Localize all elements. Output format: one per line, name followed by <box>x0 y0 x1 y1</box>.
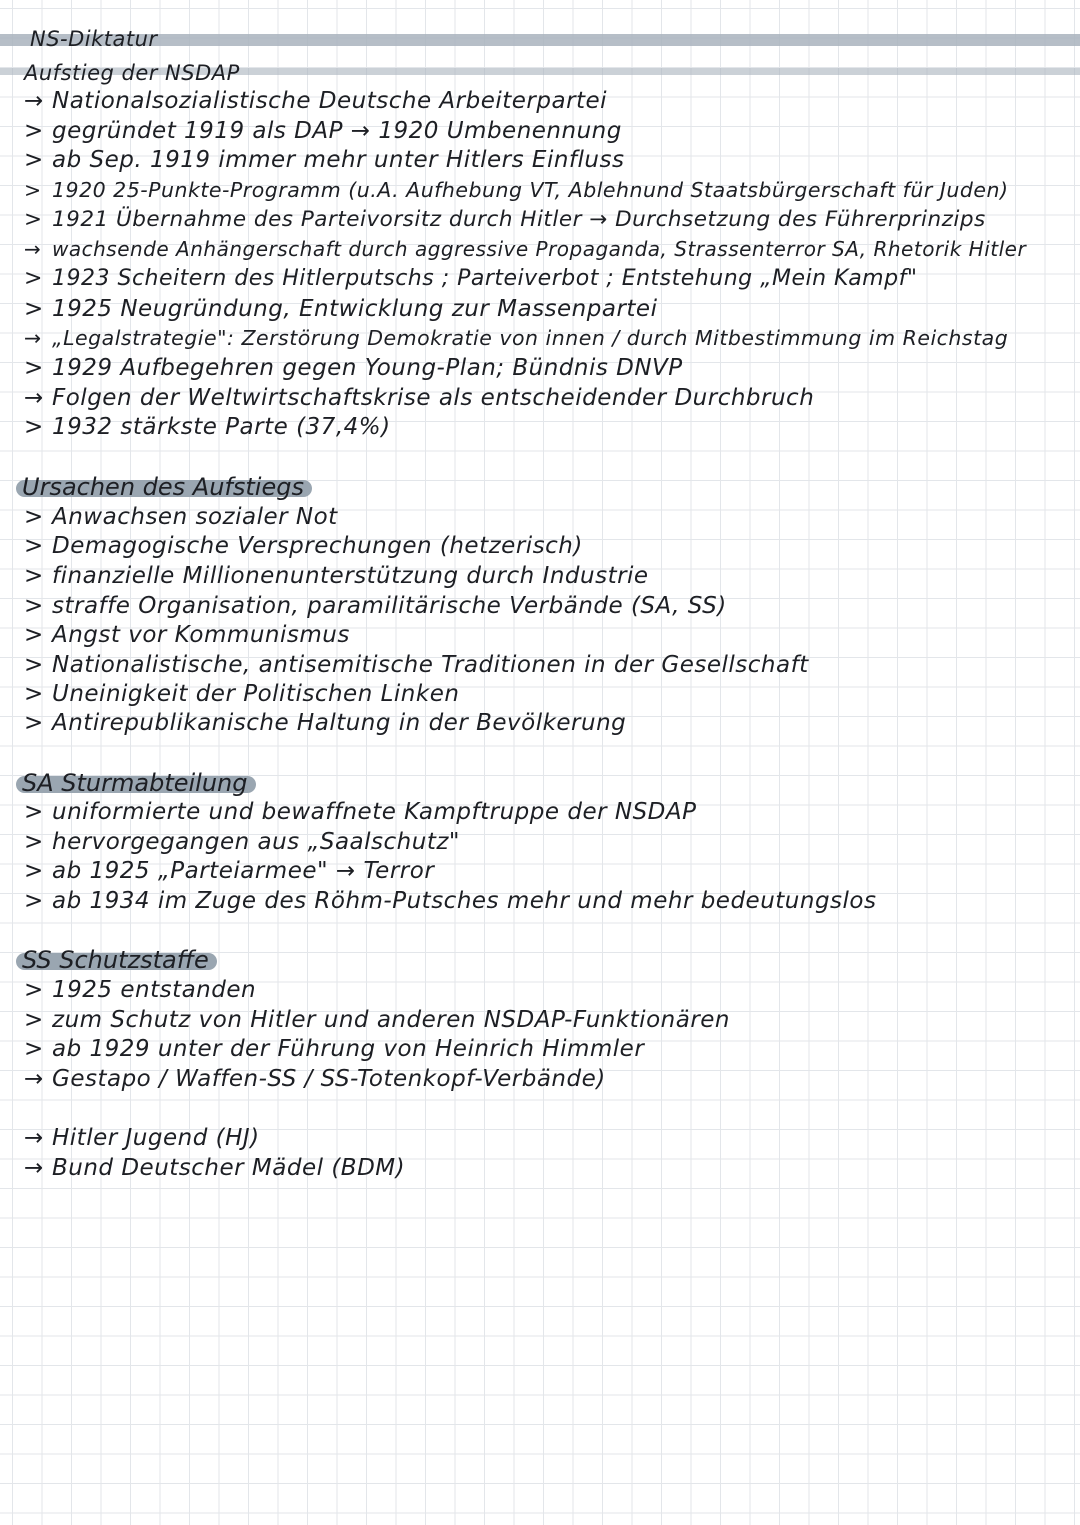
list-item: > Antirepublikanische Haltung in der Bevölkerung <box>24 710 627 736</box>
list-item: → Bund Deutscher Mädel (BDM) <box>24 1155 406 1181</box>
list-item: → Hitler Jugend (HJ) <box>24 1125 260 1151</box>
list-item: > ab 1925 „Parteiarmee" → Terror <box>24 858 435 884</box>
list-item: > Nationalistische, antisemitische Traditionen in der Gesellschaft <box>24 652 809 678</box>
list-item: > ab 1929 unter der Führung von Heinrich Himmler <box>24 1036 645 1062</box>
list-item: > straffe Organisation, paramilitärische Verbände (SA, SS) <box>24 593 727 619</box>
section-heading-aufstieg: Aufstieg der NSDAP <box>24 61 240 85</box>
list-item: > 1921 Übernahme des Parteivorsitz durch Hitler → Durchsetzung des Führerprinzips <box>24 207 986 232</box>
list-item: > 1923 Scheitern des Hitlerputschs ; Parteiverbot ; Entstehung „Mein Kampf" <box>24 266 918 291</box>
list-item: > 1925 Neugründung, Entwicklung zur Massenpartei <box>24 296 658 322</box>
list-item: > Anwachsen sozialer Not <box>24 504 338 530</box>
list-item: > hervorgegangen aus „Saalschutz" <box>24 829 460 855</box>
list-item: > ab 1934 im Zuge des Röhm-Putsches mehr und mehr bedeutungslos <box>24 888 877 914</box>
list-item: → Nationalsozialistische Deutsche Arbeiterpartei <box>24 88 608 114</box>
section-heading-ss: SS Schutzstaffe <box>22 945 209 975</box>
list-item: > ab Sep. 1919 immer mehr unter Hitlers Einfluss <box>24 147 625 173</box>
list-item: > 1932 stärkste Parte (37,4%) <box>24 414 391 440</box>
list-item: > 1925 entstanden <box>24 977 257 1003</box>
list-item: > uniformierte und bewaffnete Kampftruppe der NSDAP <box>24 799 697 825</box>
list-item: > Demagogische Versprechungen (hetzerisch) <box>24 533 583 559</box>
list-item: > finanzielle Millionenunterstützung durch Industrie <box>24 563 649 589</box>
list-item: > Uneinigkeit der Politischen Linken <box>24 681 460 707</box>
list-item: → „Legalstrategie": Zerstörung Demokratie von innen / durch Mitbestimmung im Reichstag <box>24 326 1009 350</box>
page-title: NS-Diktatur <box>30 27 158 51</box>
list-item: > 1929 Aufbegehren gegen Young-Plan; Bündnis DNVP <box>24 355 683 381</box>
section-heading-sa: SA Sturmabteilung <box>22 768 248 798</box>
title-highlight-bar <box>0 34 1080 46</box>
list-item: > 1920 25-Punkte-Programm (u.A. Aufhebung VT, Ablehnund Staatsbürgerschaft für Juden) <box>24 178 1009 202</box>
list-item: → Gestapo / Waffen-SS / SS-Totenkopf-Verbände) <box>24 1066 606 1092</box>
section-heading-ursachen: Ursachen des Aufstiegs <box>22 472 304 502</box>
list-item: > gegründet 1919 als DAP → 1920 Umbenennung <box>24 118 622 144</box>
list-item: → wachsende Anhängerschaft durch aggressive Propaganda, Strassenterror SA, Rhetorik Hitler <box>24 237 1027 261</box>
list-item: > Angst vor Kommunismus <box>24 622 350 648</box>
list-item: → Folgen der Weltwirtschaftskrise als entscheidender Durchbruch <box>24 385 815 411</box>
list-item: > zum Schutz von Hitler und anderen NSDAP-Funktionären <box>24 1007 730 1033</box>
